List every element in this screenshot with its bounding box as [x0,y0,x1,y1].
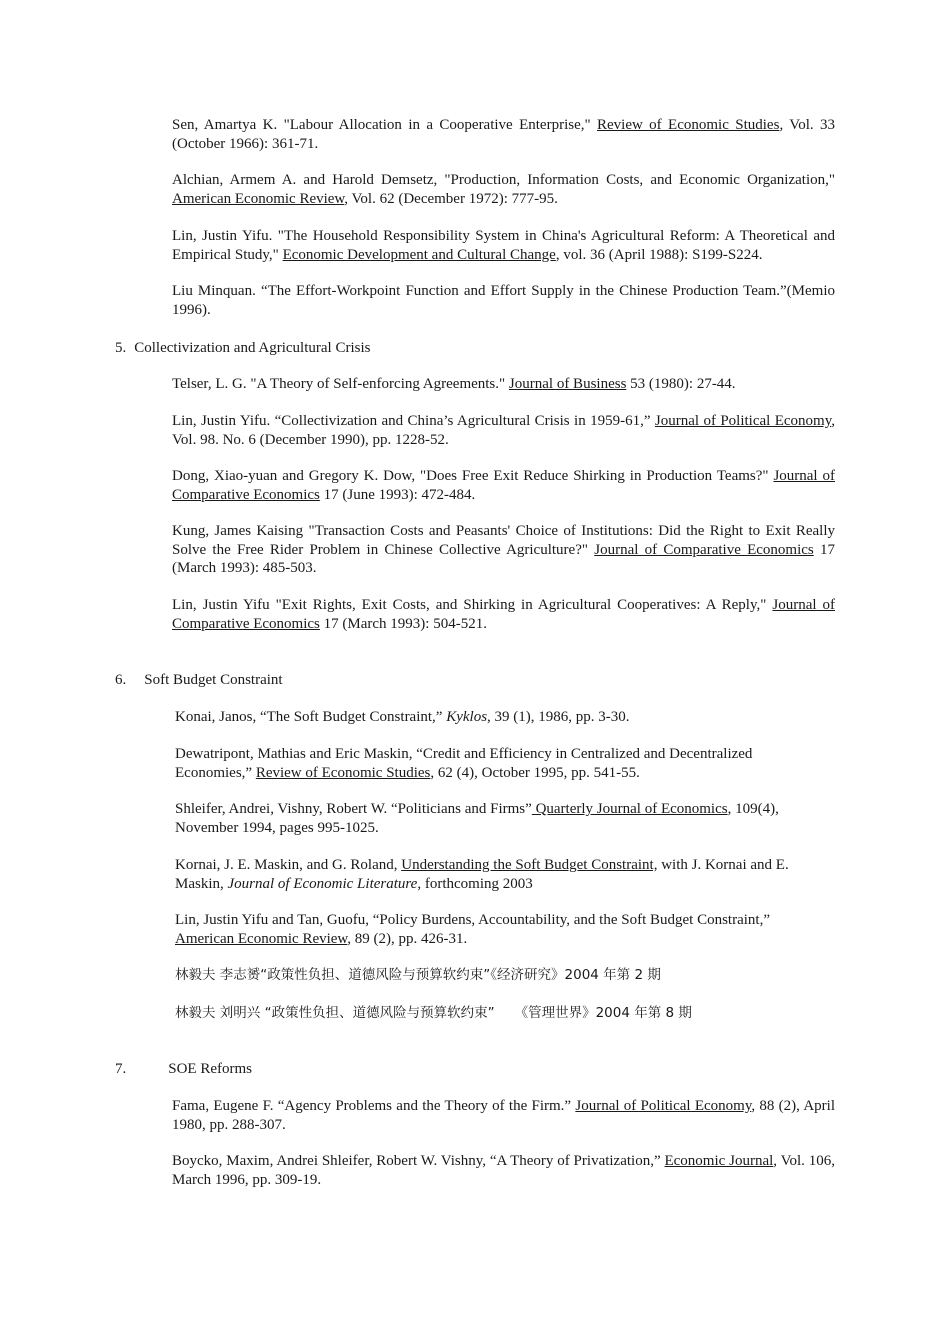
reference-text: Kornai, J. E. Maskin, and G. Roland, [175,857,402,873]
journal-title: Journal of Comparative Economics [172,468,835,503]
reference-lin-tan [175,911,825,948]
reference-chinese-1: 林毅夫 李志赟“政策性负担、道德风险与预算软约束”《经济研究》2004 年第 2 期 [175,967,661,983]
reference-text: Shleifer, Andrei, Vishny, Robert W. “Politicians and Firms” [175,801,532,817]
reference-citation: 17 (March 1993): 504-521. [319,615,487,632]
section-number: 6. [115,672,127,688]
journal-title: Journal of Business [508,376,627,392]
reference-text: Fama, Eugene F. “Agency Problems and the Theory of the Firm.” [172,1098,576,1114]
reference-text: Alchian, Armem A. and Harold Demsetz, "Production, Information Costs, and Economic Organization," [172,172,835,188]
journal-title: Kyklos [446,709,488,725]
journal-title: Journal of Comparative Economics [172,597,835,632]
reference-citation: 《管理世界》2004 年第 8 期 [514,1005,692,1021]
reference-kung [172,522,835,578]
journal-title: Review of Economic Studies [255,764,431,781]
section-number: 7. [115,1061,127,1077]
reference-text: Sen, Amartya K. "Labour Allocation in a Cooperative Enterprise," [172,117,597,133]
section-title: SOE Reforms [168,1061,252,1077]
reference-citation: 17 (June 1993): 472-484. [319,486,476,503]
reference-text: 林毅夫 刘明兴 “政策性负担、道德风险与预算软约束” [175,1005,495,1021]
journal-title: American Economic Review [172,190,345,207]
reference-text: Konai, Janos, “The Soft Budget Constraint,” [175,709,447,725]
journal-title: Review of Economic Studies [596,117,780,133]
section-heading-7 [115,1060,252,1079]
section-title: Soft Budget Constraint [144,672,283,688]
reference-text: Telser, L. G. "A Theory of Self-enforcing Agreements." [172,376,509,392]
journal-title: American Economic Review [175,930,348,947]
reference-citation: , 88 (2), April 1980, pp. 288-307. [172,1098,835,1133]
journal-title: Journal of Political Economy [575,1098,752,1114]
journal-title: Economic Development and Cultural Change [282,246,556,263]
section-heading-5 [115,339,370,358]
reference-citation: , Vol. 106, March 1996, pp. 309-19. [172,1153,836,1188]
reference-sen [172,116,835,153]
reference-boycko [172,1152,835,1189]
journal-title: Quarterly Journal of Economics [531,801,728,817]
journal-title: Journal of Economic Literature [227,875,418,892]
reference-kornai [175,856,835,893]
reference-citation: , Vol. 62 (December 1972): 777-95. [344,190,558,207]
book-title: Understanding the Soft Budget Constraint, [401,857,658,873]
reference-text: Boycko, Maxim, Andrei Shleifer, Robert W. Vishny, “A Theory of Privatization,” [172,1153,665,1169]
journal-title: Journal of Political Economy [654,413,832,429]
reference-chinese-2 [175,1004,692,1023]
reference-text: with J. Kornai and E. Maskin, [175,857,789,892]
section-number: 5. [115,340,127,356]
reference-text: Lin, Justin Yifu "Exit Rights, Exit Costs, and Shirking in Agricultural Cooperatives: A Reply," [172,597,773,613]
reference-citation: , 109(4), November 1994, pages 995-1025. [175,801,779,836]
reference-konai [175,708,835,727]
reference-lin-1993 [172,596,835,633]
reference-alchian [172,171,835,208]
reference-text: Lin, Justin Yifu. “Collectivization and China’s Agricultural Crisis in 1959-61,” [172,413,655,429]
reference-citation: 17 (March 1993): 485-503. [172,541,835,576]
reference-citation: , vol. 36 (April 1988): S199-S224. [555,246,763,263]
reference-text: Dewatripont, Mathias and Eric Maskin, “Credit and Efficiency in Centralized and Decentralized Economies,” [175,746,753,781]
reference-citation: , 89 (2), pp. 426-31. [347,930,468,947]
reference-dewatripont [175,745,805,782]
reference-text: Lin, Justin Yifu and Tan, Guofu, “Policy Burdens, Accountability, and the Soft Budget Constraint,” [175,912,770,928]
reference-dong [172,467,835,504]
reference-lin-1988 [172,227,835,264]
section-heading-6 [115,671,283,690]
reference-citation: , forthcoming 2003 [417,875,533,892]
journal-title: Economic Journal [664,1153,774,1169]
reference-citation: , Vol. 33 (October 1966): 361-71. [172,117,835,152]
reference-text: Kung, James Kaising "Transaction Costs and Peasants' Choice of Institutions: Did the Right to Exit Really Solve the Free Rider Problem in Chinese Collective Agriculture?" [172,523,835,558]
reference-citation: 53 (1980): 27-44. [626,376,736,392]
journal-title: Journal of Comparative Economics [594,541,814,558]
reference-citation: , Vol. 98. No. 6 (December 1990), pp. 1228-52. [172,413,835,448]
reference-shleifer-vishny [175,800,835,837]
reference-text: Lin, Justin Yifu. "The Household Responsibility System in China's Agricultural Reform: A Theoretical and Empirical Study," [172,228,835,263]
reference-citation: , 39 (1), 1986, pp. 3-30. [487,709,630,725]
reference-text: Dong, Xiao-yuan and Gregory K. Dow, "Does Free Exit Reduce Shirking in Production Teams?" [172,468,774,484]
reference-fama [172,1097,835,1134]
reference-telser [172,375,835,394]
reference-lin-1990 [172,412,835,449]
reference-liu [172,282,835,319]
reference-text: Liu Minquan. “The Effort-Workpoint Function and Effort Supply in the Chinese Production Team.”(Memio 1996). [172,283,835,318]
reference-citation: , 62 (4), October 1995, pp. 541-55. [430,764,640,781]
section-title: Collectivization and Agricultural Crisis [134,340,371,356]
